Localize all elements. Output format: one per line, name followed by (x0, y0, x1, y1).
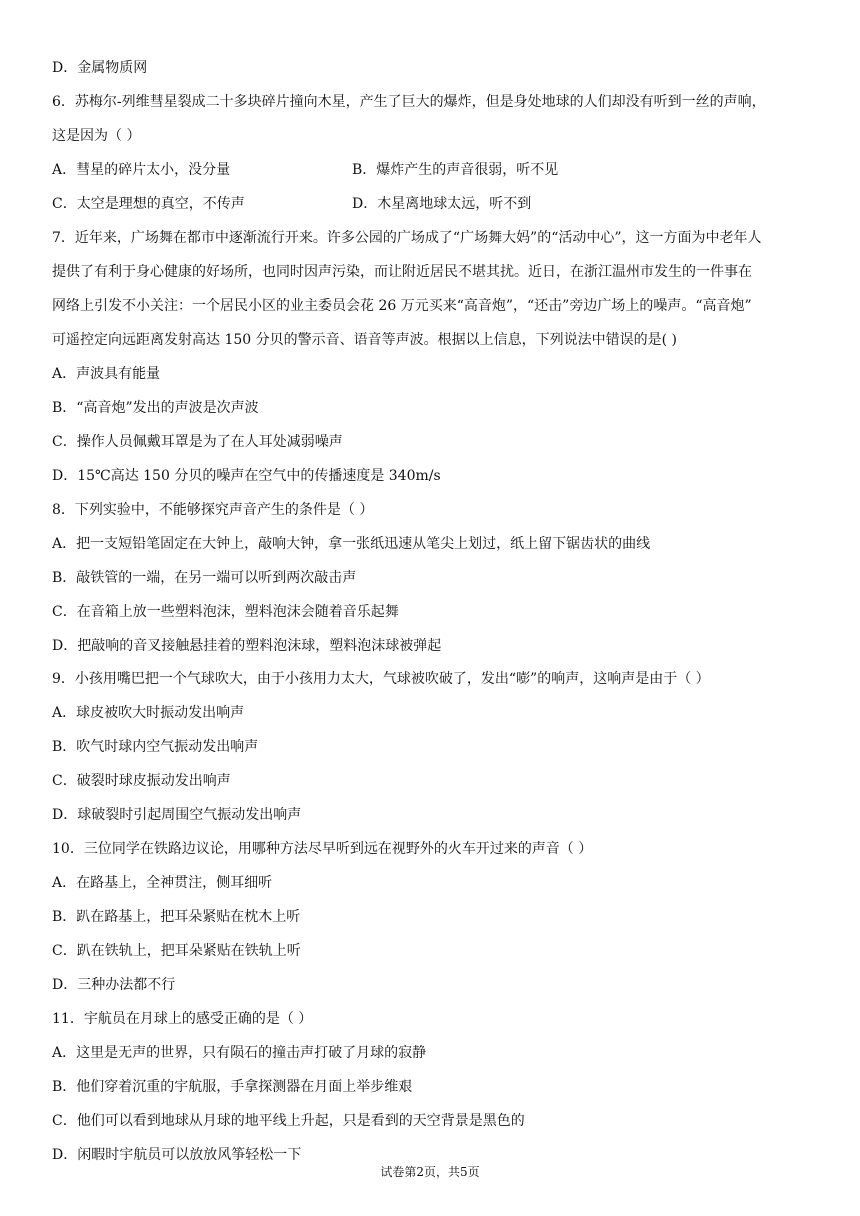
option-a-q11: A．这里是无声的世界，只有陨石的撞击声打破了月球的寂静 (52, 1045, 427, 1061)
option-c-q11: C．他们可以看到地球从月球的地平线上升起，只是看到的天空背景是黑色的 (52, 1113, 525, 1129)
question-6-stem: 6．苏梅尔-列维彗星裂成二十多块碎片撞向木星，产生了巨大的爆炸，但是身处地球的人们却没有听到一丝的声响， (52, 94, 766, 110)
option-b-q7: B．“高音炮”发出的声波是次声波 (52, 400, 259, 416)
option-d-q11: D．闲暇时宇航员可以放放风筝轻松一下 (52, 1147, 302, 1163)
option-a-q8: A．把一支短铅笔固定在大钟上，敲响大钟，拿一张纸迅速从笔尖上划过，纸上留下锯齿状的曲线 (52, 536, 651, 552)
question-7-stem: 7．近年来，广场舞在都市中逐渐流行开来。许多公园的广场成了“广场舞大妈”的“活动中心”，这一方面为中老年人 (52, 230, 762, 246)
page-footer: 试卷第2页，共5页 (380, 1165, 480, 1179)
option-d-q8: D．把敲响的音叉接触悬挂着的塑料泡沫球，塑料泡沫球被弹起 (52, 638, 442, 654)
option-b-q6: B．爆炸产生的声音很弱，听不见 (352, 162, 559, 178)
question-8-stem: 8．下列实验中，不能够探究声音产生的条件是（ ） (52, 502, 374, 518)
option-c-q10: C．趴在铁轨上，把耳朵紧贴在铁轨上听 (52, 943, 301, 959)
option-b-q10: B．趴在路基上，把耳朵紧贴在枕木上听 (52, 909, 301, 925)
question-11-stem: 11．宇航员在月球上的感受正确的是（ ） (52, 1011, 313, 1027)
question-7-stem-cont: 网络上引发不小关注：一个居民小区的业主委员会花 26 万元买来“高音炮”，“还击”旁边广场上的噪声。“高音炮” (52, 298, 752, 314)
option-c-q7: C．操作人员佩戴耳罩是为了在人耳处减弱噪声 (52, 434, 343, 450)
option-b-q9: B．吹气时球内空气振动发出响声 (52, 739, 259, 755)
option-d-q6: D．木星离地球太远，听不到 (352, 196, 532, 212)
option-a-q7: A．声波具有能量 (52, 366, 161, 382)
option-a-q10: A．在路基上，全神贯注，侧耳细听 (52, 875, 273, 891)
option-a-q6: A．彗星的碎片太小，没分量 (52, 162, 231, 178)
option-c-q9: C．破裂时球皮振动发出响声 (52, 773, 231, 789)
option-d-q7: D．15℃高达 150 分贝的噪声在空气中的传播速度是 340m/s (52, 468, 441, 484)
option-d-q5: D．金属物质网 (52, 60, 148, 76)
question-10-stem: 10．三位同学在铁路边议论，用哪种方法尽早听到远在视野外的火车开过来的声音（ ） (52, 841, 593, 857)
option-b-q8: B．敲铁管的一端，在另一端可以听到两次敲击声 (52, 570, 357, 586)
question-7-stem-cont: 可遥控定向远距离发射高达 150 分贝的警示音、语音等声波。根据以上信息，下列说法中错误的是( ) (52, 332, 677, 348)
option-a-q9: A．球皮被吹大时振动发出响声 (52, 705, 245, 721)
question-9-stem: 9．小孩用嘴巴把一个气球吹大，由于小孩用力太大，气球被吹破了，发出“嘭”的响声，这响声是由于（ ） (52, 671, 710, 687)
option-d-q10: D．三种办法都不行 (52, 977, 176, 993)
option-b-q11: B．他们穿着沉重的宇航服，手拿探测器在月面上举步维艰 (52, 1079, 413, 1095)
option-c-q6: C．太空是理想的真空，不传声 (52, 196, 245, 212)
option-c-q8: C．在音箱上放一些塑料泡沫，塑料泡沫会随着音乐起舞 (52, 604, 399, 620)
question-7-stem-cont: 提供了有利于身心健康的好场所，也同时因声污染，而让附近居民不堪其扰。近日，在浙江温州市发生的一件事在 (52, 264, 752, 280)
option-d-q9: D．球破裂时引起周围空气振动发出响声 (52, 807, 302, 823)
question-6-stem-cont: 这是因为（ ） (52, 128, 141, 144)
